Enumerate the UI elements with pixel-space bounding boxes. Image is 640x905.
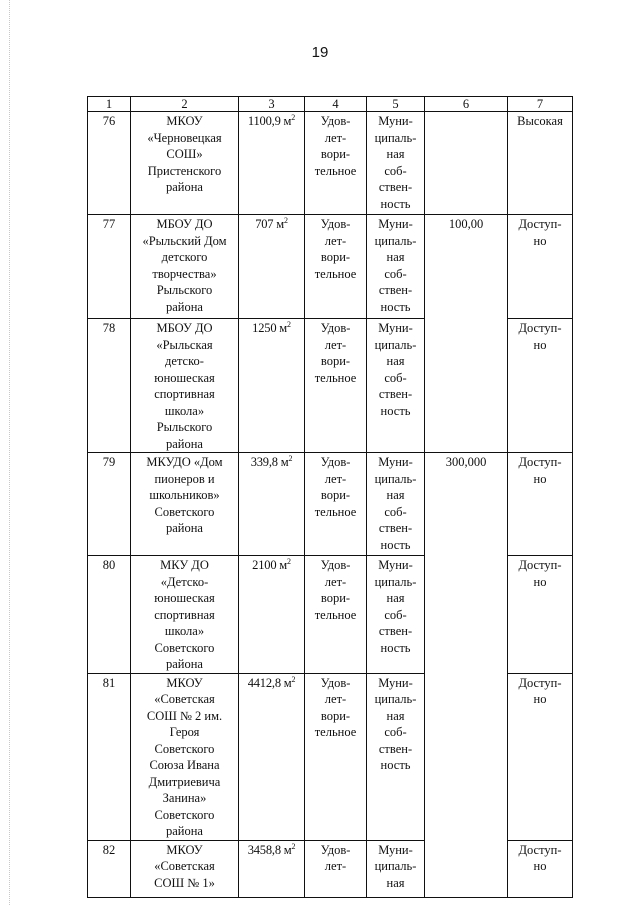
cell-line: Удов- xyxy=(320,842,351,857)
header-col-area: 3 xyxy=(239,97,305,112)
cell-line: тельное xyxy=(314,607,357,622)
cell-line: тельное xyxy=(314,266,357,281)
cell-line: ная xyxy=(386,250,405,264)
table-row xyxy=(88,453,573,556)
condition xyxy=(305,112,367,215)
cell-line: МКОУ xyxy=(166,114,203,128)
cell-line: СОШ № 1» xyxy=(154,875,215,890)
cell-line: Советского xyxy=(154,741,215,756)
header-col-number: 1 xyxy=(88,97,131,112)
condition xyxy=(305,319,367,453)
header-col-accessibility: 7 xyxy=(508,97,573,112)
ownership xyxy=(367,112,425,215)
cell-line: школа» xyxy=(164,403,205,418)
page-number: 19 xyxy=(311,44,329,61)
cell-line: района xyxy=(166,657,203,671)
cell-line: ность xyxy=(380,299,411,314)
header-col-cost: 6 xyxy=(425,97,508,112)
area-value: 3458,8 м xyxy=(247,842,292,857)
area-unit-exponent: 2 xyxy=(287,556,291,566)
cell-line: Доступ- xyxy=(518,558,562,572)
cell-line: соб- xyxy=(384,725,407,739)
facility-area xyxy=(239,453,305,556)
cell-line: «Детско- xyxy=(160,574,209,589)
cell-line: Муни- xyxy=(378,114,413,128)
cell-line: лет- xyxy=(324,859,347,873)
area-unit-exponent: 2 xyxy=(283,215,288,225)
cell-line: ствен- xyxy=(378,741,413,756)
ownership xyxy=(367,319,425,453)
cell-line: района xyxy=(166,436,203,451)
cell-line: Пристенского xyxy=(147,163,222,178)
facility-name xyxy=(131,840,239,897)
cell-line: юношеская xyxy=(154,370,215,385)
cell-line: СОШ» xyxy=(166,147,203,161)
facility-area xyxy=(239,556,305,674)
cell-line: тельное xyxy=(314,725,357,739)
facility-area xyxy=(239,840,305,897)
cell-line: вори- xyxy=(320,488,351,502)
cell-line: ципаль- xyxy=(374,574,417,589)
row-number: 81 xyxy=(88,673,131,840)
area-value: 707 м xyxy=(255,217,284,231)
cell-line: Муни- xyxy=(378,675,413,690)
cell-line: МБОУ ДО xyxy=(156,321,213,335)
cell-line: Высокая xyxy=(517,114,563,128)
cell-line: ность xyxy=(380,640,411,655)
accessibility xyxy=(508,556,573,674)
cell-line: Советского xyxy=(154,640,215,655)
cell-line: СОШ № 2 им. xyxy=(146,708,223,723)
header-col-name: 2 xyxy=(131,97,239,112)
table-row xyxy=(88,215,573,319)
cell-line: Удов- xyxy=(320,114,351,128)
cell-line: юношеская xyxy=(154,591,215,605)
cell-line: ствен- xyxy=(378,624,413,638)
cell-line: района xyxy=(166,180,203,194)
area-value: 1100,9 м xyxy=(247,114,292,128)
cell-line: МКУ ДО xyxy=(160,558,209,572)
accessibility xyxy=(508,840,573,897)
cell-line: но xyxy=(533,233,547,248)
cell-line: ная xyxy=(386,354,405,368)
facility-area xyxy=(239,215,305,319)
condition xyxy=(305,673,367,840)
cell-line: Удов- xyxy=(320,217,351,231)
cell-line: ная xyxy=(386,875,405,890)
area-unit-exponent: 2 xyxy=(291,112,296,122)
ownership xyxy=(367,673,425,840)
facilities-table xyxy=(87,96,573,898)
cell-line: ность xyxy=(380,537,411,552)
cell-line: Удов- xyxy=(320,558,351,572)
cell-line: ность xyxy=(380,758,411,772)
cell-line: лет- xyxy=(324,130,347,145)
cell-line: МКУДО «Дом xyxy=(146,455,223,469)
area-value: 4412,8 м xyxy=(247,675,292,690)
scan-edge-line xyxy=(9,0,11,905)
cell-line: лет- xyxy=(324,692,347,706)
cell-line: но xyxy=(533,337,547,352)
cell-line: Доступ- xyxy=(518,321,562,335)
ownership xyxy=(367,453,425,556)
cell-line: спортивная xyxy=(154,387,215,401)
cell-line: лет- xyxy=(324,574,347,589)
area-value: 1250 м xyxy=(252,321,288,335)
cell-line: Занина» xyxy=(162,791,207,805)
cell-line: МКОУ xyxy=(166,675,203,690)
cell-line: Рыльского xyxy=(156,283,213,297)
cell-line: Удов- xyxy=(320,675,351,690)
cell-line: Дмитриевича xyxy=(148,774,221,789)
cell-line: тельное xyxy=(314,504,357,519)
cell-line: района xyxy=(166,824,203,838)
row-number: 77 xyxy=(88,215,131,319)
condition xyxy=(305,840,367,897)
row-number: 82 xyxy=(88,840,131,897)
facility-name xyxy=(131,556,239,674)
facility-area xyxy=(239,112,305,215)
cell-line: Союза Ивана xyxy=(149,758,220,772)
area-unit-exponent: 2 xyxy=(288,453,293,463)
cell-line: Рыльского xyxy=(156,420,213,434)
table-row xyxy=(88,112,573,215)
cell-line: детско- xyxy=(165,354,204,368)
cell-line: ствен- xyxy=(378,283,413,297)
cell-line: ципаль- xyxy=(374,337,417,352)
cell-line: пионеров и xyxy=(154,471,215,486)
cell-line: вори- xyxy=(320,250,351,264)
cell-line: МКОУ xyxy=(166,842,203,857)
cell-line: МБОУ ДО xyxy=(156,217,213,231)
cell-line: ципаль- xyxy=(374,692,417,706)
cell-line: ность xyxy=(380,196,411,211)
cell-line: Советского xyxy=(154,504,215,519)
cell-line: Доступ- xyxy=(518,842,562,857)
cell-line: Муни- xyxy=(378,217,413,231)
cell-line: детского xyxy=(161,250,208,264)
area-unit-exponent: 2 xyxy=(291,841,296,851)
cell-line: Муни- xyxy=(378,455,413,469)
cell-line: спортивная xyxy=(154,607,215,622)
cell-line: но xyxy=(533,859,547,873)
facility-name xyxy=(131,453,239,556)
cell-line: лет- xyxy=(324,337,347,352)
cell-line: но xyxy=(533,471,547,486)
cell-line: соб- xyxy=(384,266,407,281)
row-number: 76 xyxy=(88,112,131,215)
accessibility xyxy=(508,112,573,215)
cell-line: ципаль- xyxy=(374,130,417,145)
condition xyxy=(305,215,367,319)
funding-amount xyxy=(425,112,508,215)
cell-line: ствен- xyxy=(378,521,413,535)
cell-line: Муни- xyxy=(378,321,413,335)
cell-line: но xyxy=(533,692,547,706)
cell-line: Героя xyxy=(169,725,200,739)
funding-amount: 300,000 xyxy=(425,453,508,898)
funding-amount: 100,00 xyxy=(425,215,508,453)
ownership xyxy=(367,840,425,897)
header-col-condition: 4 xyxy=(305,97,367,112)
cell-line: ципаль- xyxy=(374,471,417,486)
area-value: 339,8 м xyxy=(250,455,289,469)
cell-line: соб- xyxy=(384,504,407,519)
facility-area xyxy=(239,673,305,840)
facility-area xyxy=(239,319,305,453)
cell-line: соб- xyxy=(384,163,407,178)
cell-line: тельное xyxy=(314,163,357,178)
cell-line: школа» xyxy=(164,624,205,638)
cell-line: Муни- xyxy=(378,842,413,857)
accessibility xyxy=(508,673,573,840)
cell-line: Муни- xyxy=(378,558,413,572)
row-number: 80 xyxy=(88,556,131,674)
cell-line: лет- xyxy=(324,471,347,486)
cell-line: творчества» xyxy=(152,266,217,281)
ownership xyxy=(367,215,425,319)
cell-line: Доступ- xyxy=(518,455,562,469)
area-unit-exponent: 2 xyxy=(291,674,296,684)
area-value: 2100 м xyxy=(252,558,288,572)
cell-line: ная xyxy=(386,147,405,161)
table-header-row xyxy=(88,97,573,112)
row-number: 79 xyxy=(88,453,131,556)
accessibility xyxy=(508,319,573,453)
cell-line: Доступ- xyxy=(518,675,562,690)
cell-line: тельное xyxy=(314,370,357,385)
cell-line: ствен- xyxy=(378,180,413,194)
cell-line: ность xyxy=(380,403,411,418)
facility-name xyxy=(131,673,239,840)
cell-line: «Рыльская xyxy=(156,337,213,352)
cell-line: ципаль- xyxy=(374,859,417,873)
cell-line: ципаль- xyxy=(374,233,417,248)
row-number: 78 xyxy=(88,319,131,453)
facility-name xyxy=(131,319,239,453)
cell-line: ная xyxy=(386,708,405,723)
cell-line: вори- xyxy=(320,708,351,723)
cell-line: района xyxy=(166,521,203,535)
cell-line: Удов- xyxy=(320,321,351,335)
cell-line: школьников» xyxy=(149,488,220,502)
facility-name xyxy=(131,215,239,319)
cell-line: Доступ- xyxy=(518,217,562,231)
cell-line: вори- xyxy=(320,354,351,368)
condition xyxy=(305,453,367,556)
cell-line: соб- xyxy=(384,370,407,385)
accessibility xyxy=(508,453,573,556)
facility-name xyxy=(131,112,239,215)
cell-line: ствен- xyxy=(378,387,413,401)
cell-line: лет- xyxy=(324,233,347,248)
accessibility xyxy=(508,215,573,319)
cell-line: вори- xyxy=(320,147,351,161)
cell-line: Удов- xyxy=(320,455,351,469)
ownership xyxy=(367,556,425,674)
cell-line: соб- xyxy=(384,607,407,622)
cell-line: района xyxy=(166,299,203,314)
cell-line: вори- xyxy=(320,591,351,605)
header-col-ownership: 5 xyxy=(367,97,425,112)
area-unit-exponent: 2 xyxy=(287,319,291,329)
cell-line: ная xyxy=(386,488,405,502)
cell-line: «Советская xyxy=(154,692,215,706)
condition xyxy=(305,556,367,674)
cell-line: «Советская xyxy=(154,859,215,873)
cell-line: ная xyxy=(386,591,405,605)
cell-line: Советского xyxy=(154,807,215,822)
cell-line: «Черновецкая xyxy=(147,130,222,145)
cell-line: но xyxy=(533,574,547,589)
cell-line: «Рыльский Дом xyxy=(142,233,227,248)
